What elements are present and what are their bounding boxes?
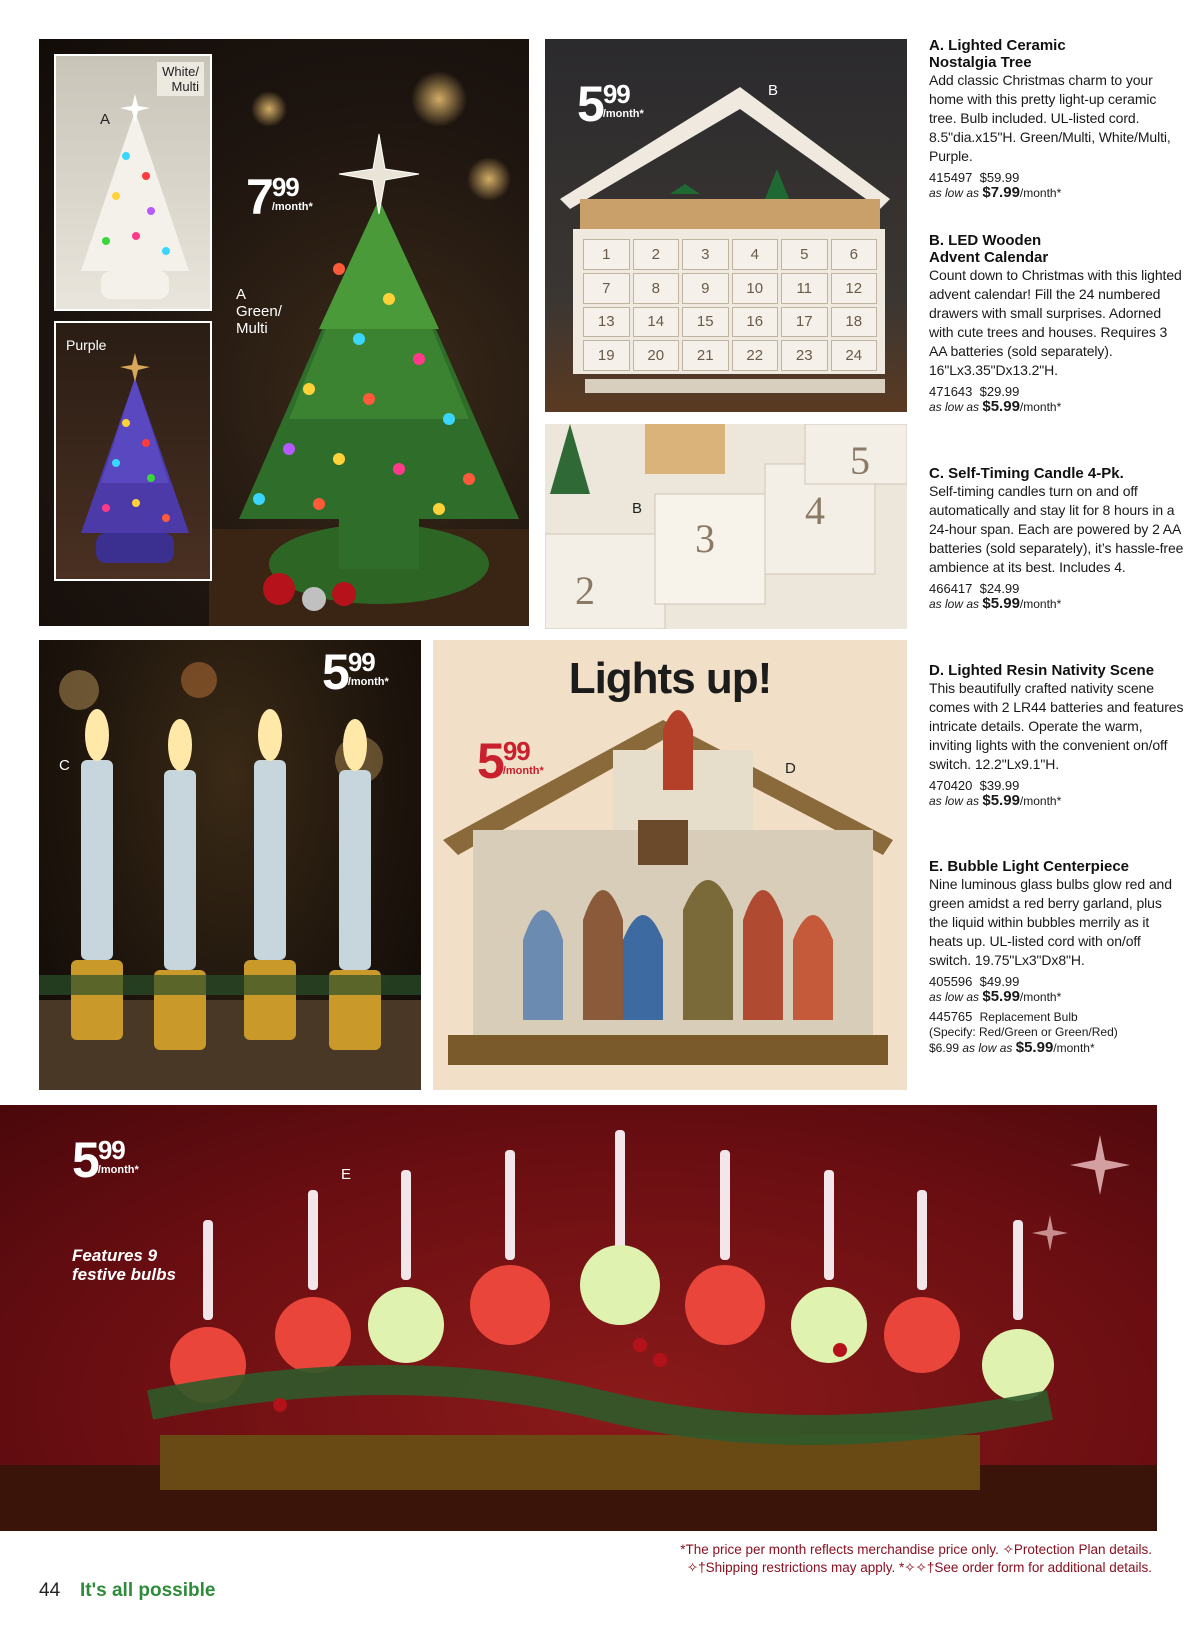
advent-drawer: 5: [781, 239, 828, 270]
candles-price-dollars: 5: [322, 644, 347, 700]
tree-green-letter: A: [236, 286, 247, 303]
product-a-monthly: [929, 185, 1184, 201]
advent-drawer: 19: [583, 340, 630, 371]
nativity-letter: D: [785, 760, 796, 777]
bubble-light-photo: [0, 1105, 1157, 1531]
tree-photo: [39, 39, 529, 626]
candles-price-badge: [322, 644, 389, 700]
product-e-replacement-price: $6.99: [929, 1041, 960, 1055]
product-c-sku-line: [929, 581, 1184, 596]
product-b-monthly-price: $5.99: [982, 398, 1020, 415]
advent-detail-letter: B: [632, 500, 643, 517]
advent-drawer: 13: [583, 307, 630, 338]
svg-text:3: 3: [695, 516, 715, 561]
advent-drawer: 16: [732, 307, 779, 338]
tagline: It's all possible: [80, 1580, 216, 1601]
nativity-price-badge: [477, 733, 544, 789]
bubble-price-per: /month*: [97, 1164, 139, 1176]
purple-ceramic-tree-illustration: [56, 323, 212, 581]
product-c-description: [929, 465, 1184, 612]
candles-price-per: /month*: [347, 676, 389, 688]
white-tree-inset: [54, 54, 212, 311]
bubble-feature-line1: Features 9: [72, 1246, 158, 1265]
product-d-title: D. Lighted Resin Nativity Scene: [929, 662, 1155, 679]
nativity-price-cents: 99: [502, 736, 530, 766]
svg-text:4: 4: [805, 488, 825, 533]
advent-drawer: 14: [633, 307, 680, 338]
candles-illustration: [39, 640, 421, 1090]
product-c-monthly: [929, 596, 1184, 612]
product-a-sku: 415497: [929, 170, 973, 185]
product-a-body: Add classic Christmas charm to your home with this pretty light-up ceramic tree. Bulb included. UL-listed cord. 8.5"dia.x15"H. Green/Multi, White/Multi, Purple.: [929, 72, 1171, 164]
product-d-as-low-as: as low as: [929, 794, 980, 808]
tree-price-per: /month*: [271, 201, 313, 213]
product-d-sku-line: [929, 778, 1184, 793]
advent-drawer: 3: [682, 239, 729, 270]
product-a-description: [929, 37, 1184, 201]
nativity-photo: [433, 640, 907, 1090]
advent-drawer: 6: [831, 239, 878, 270]
product-a-title-line1: A. Lighted Ceramic: [929, 37, 1066, 54]
bubble-letter: E: [341, 1166, 352, 1183]
nativity-headline: Lights up!: [568, 654, 772, 703]
tree-green-label: [236, 286, 282, 337]
nativity-illustration: [433, 640, 907, 1090]
nativity-price-per: /month*: [502, 765, 544, 777]
product-e-replacement-per: /month*: [1053, 1041, 1095, 1055]
product-a-as-low-as: as low as: [929, 186, 980, 200]
advent-drawer: 9: [682, 273, 729, 304]
product-e-sku-line: [929, 974, 1184, 989]
advent-drawer: 24: [831, 340, 878, 371]
product-e-replacement-as-low-as: as low as: [962, 1041, 1013, 1055]
product-a-price: $59.99: [979, 170, 1020, 185]
product-c-body: Self-timing candles turn on and off automatically and stay lit for 8 hours in a 24-hour span. Each are powered by 2 AA batteries (sold separately), it’s hassle-free ambience at its best. Includes 4.: [929, 483, 1184, 575]
candles-price-cents: 99: [347, 647, 375, 677]
product-b-title-line2: Advent Calendar: [929, 249, 1049, 266]
product-e-description: [929, 858, 1184, 1056]
white-tree-tag-line1: White/: [162, 64, 199, 79]
product-d-description: [929, 662, 1184, 809]
advent-drawer: 7: [583, 273, 630, 304]
product-c-price: $24.99: [979, 581, 1020, 596]
footnote-line1: *The price per month reflects merchandise price only. ✧Protection Plan details.: [680, 1542, 1152, 1557]
advent-drawer: 12: [831, 273, 878, 304]
product-e-replacement-monthly: $5.99: [1015, 1039, 1054, 1056]
tree-price-badge: [246, 169, 313, 225]
bubble-price-dollars: 5: [72, 1132, 97, 1188]
bubble-feature-line2: festive bulbs: [72, 1265, 176, 1284]
product-c-as-low-as: as low as: [929, 597, 980, 611]
white-tree-tag: [157, 62, 204, 96]
advent-drawer-grid: [583, 239, 877, 371]
svg-text:2: 2: [575, 568, 595, 613]
page-number: 44: [39, 1580, 61, 1601]
advent-drawer: 8: [633, 273, 680, 304]
product-a-monthly-price: $7.99: [982, 184, 1020, 201]
product-e-title: E. Bubble Light Centerpiece: [929, 858, 1130, 875]
product-e-per: /month*: [1019, 990, 1062, 1004]
product-e-replacement-specify: (Specify: Red/Green or Green/Red): [929, 1025, 1118, 1039]
tree-price-dollars: 7: [246, 169, 271, 225]
product-d-monthly-price: $5.99: [982, 792, 1020, 809]
footnote: [680, 1541, 1152, 1577]
product-e-replacement-price-line: [929, 1040, 1184, 1056]
white-tree-letter: A: [100, 111, 111, 128]
product-a-title-line2: Nostalgia Tree: [929, 54, 1032, 71]
advent-drawer: 22: [732, 340, 779, 371]
product-d-per: /month*: [1019, 794, 1062, 808]
product-b-title-line1: B. LED Wooden: [929, 232, 1042, 249]
product-e-replacement-line: [929, 1009, 1184, 1025]
product-d-monthly: [929, 793, 1184, 809]
advent-drawer: 11: [781, 273, 828, 304]
advent-letter: B: [768, 82, 779, 99]
product-c-per: /month*: [1019, 597, 1062, 611]
advent-drawer: 4: [732, 239, 779, 270]
product-d-body: This beautifully crafted nativity scene comes with 2 LR44 batteries and features intricate details. Operate the warm, inviting lights with the convenient on/off switch. 12.2"Lx9.1"H.: [929, 680, 1184, 772]
tree-price-cents: 99: [271, 172, 299, 202]
advent-price-badge: [577, 76, 644, 132]
advent-photo: [545, 39, 907, 412]
bubble-light-illustration: [0, 1105, 1157, 1531]
product-b-monthly: [929, 399, 1184, 415]
product-b-sku: 471643: [929, 384, 973, 399]
advent-drawer: 17: [781, 307, 828, 338]
tree-green-tag-line1: Green/: [236, 303, 282, 320]
tree-green-tag-line2: Multi: [236, 320, 268, 337]
product-b-price: $29.99: [979, 384, 1020, 399]
advent-detail-photo: [545, 424, 907, 629]
product-b-per: /month*: [1019, 400, 1062, 414]
bubble-price-badge: [72, 1132, 139, 1188]
product-e-body: Nine luminous glass bulbs glow red and green amidst a red berry garland, plus the liquid within bubbles merrily as it heats up. UL-listed cord with on/off switch. 19.75"Lx3"Dx8"H.: [929, 876, 1172, 968]
bubble-feature-note: [72, 1246, 176, 1284]
product-c-title: C. Self-Timing Candle 4-Pk.: [929, 465, 1124, 482]
advent-price-dollars: 5: [577, 76, 602, 132]
product-a-per: /month*: [1019, 186, 1062, 200]
product-c-sku: 466417: [929, 581, 973, 596]
white-tree-tag-line2: Multi: [171, 79, 199, 94]
advent-drawer: 1: [583, 239, 630, 270]
footnote-line2: ✧†Shipping restrictions may apply. *✧✧†See order form for additional details.: [686, 1560, 1152, 1575]
candles-letter: C: [59, 757, 70, 774]
product-e-as-low-as: as low as: [929, 990, 980, 1004]
product-c-monthly-price: $5.99: [982, 595, 1020, 612]
product-e-replacement-name: Replacement Bulb: [979, 1010, 1078, 1024]
advent-drawer: 21: [682, 340, 729, 371]
product-e-monthly: [929, 989, 1184, 1005]
product-d-price: $39.99: [979, 778, 1020, 793]
product-b-sku-line: [929, 384, 1184, 399]
product-b-body: Count down to Christmas with this lighted advent calendar! Fill the 24 numbered drawers with small surprises. Adorned with cute trees and houses. Requires 3 AA batteries (sold separately). 16"Lx3.35"Dx13.2"H.: [929, 267, 1182, 378]
advent-detail-illustration: [545, 424, 907, 629]
advent-price-cents: 99: [602, 79, 630, 109]
advent-drawer: 15: [682, 307, 729, 338]
product-b-as-low-as: as low as: [929, 400, 980, 414]
advent-drawer: 23: [781, 340, 828, 371]
advent-price-per: /month*: [602, 108, 644, 120]
advent-drawer: 18: [831, 307, 878, 338]
purple-tree-inset: [54, 321, 212, 581]
bubble-price-cents: 99: [97, 1135, 125, 1165]
purple-tree-tag: Purple: [66, 337, 107, 353]
product-a-sku-line: [929, 170, 1184, 185]
product-b-description: [929, 232, 1184, 415]
nativity-price-dollars: 5: [477, 733, 502, 789]
advent-drawer: 2: [633, 239, 680, 270]
advent-drawer: 20: [633, 340, 680, 371]
advent-drawer: 10: [732, 273, 779, 304]
candles-photo: [39, 640, 421, 1090]
product-e-replacement-sku: 445765: [929, 1009, 973, 1024]
svg-text:5: 5: [850, 438, 870, 483]
product-e-price: $49.99: [979, 974, 1020, 989]
product-e-sku: 405596: [929, 974, 973, 989]
product-d-sku: 470420: [929, 778, 973, 793]
product-e-monthly-price: $5.99: [982, 988, 1020, 1005]
